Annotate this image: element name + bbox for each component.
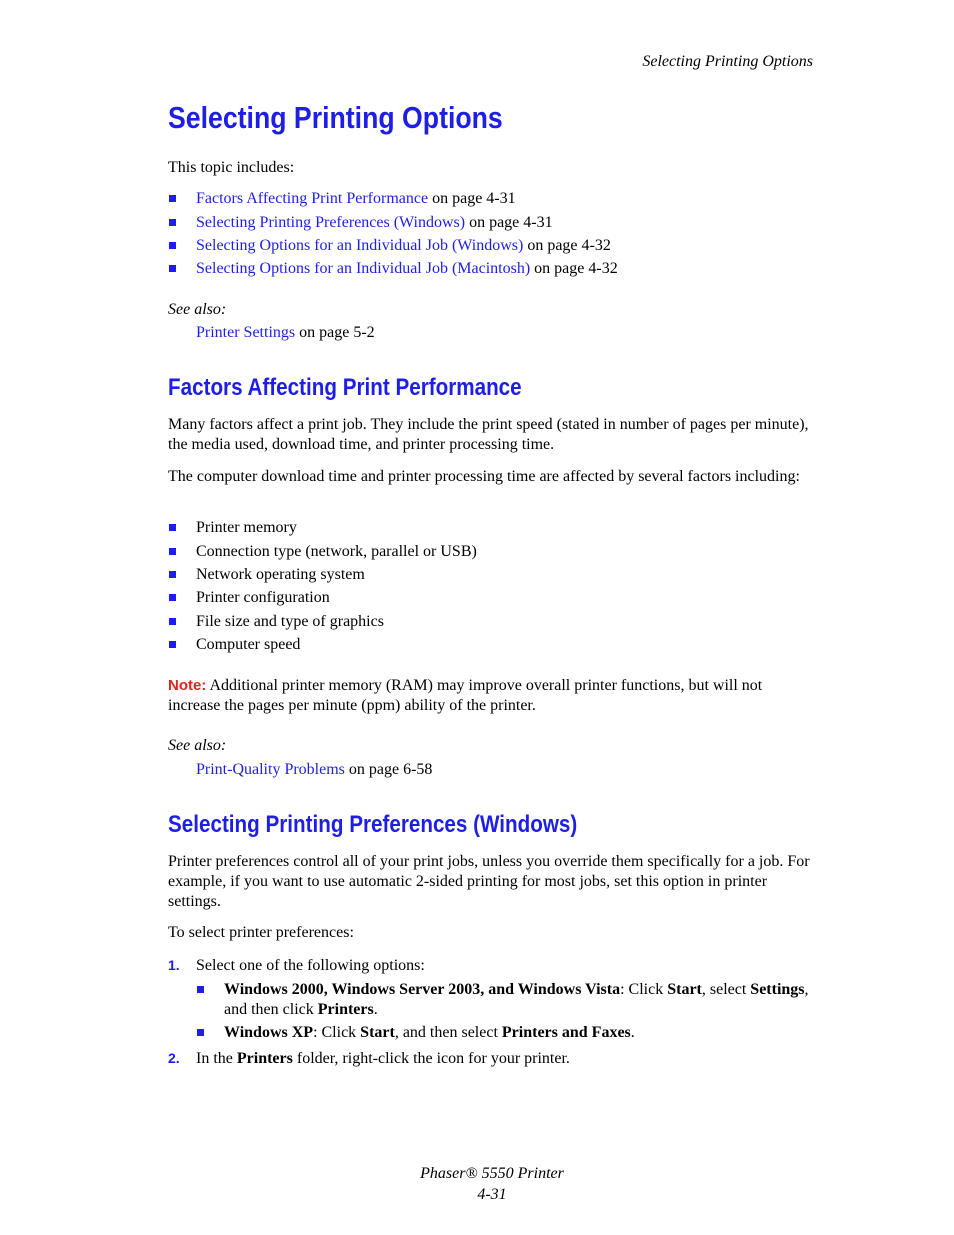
note-label: Note: bbox=[168, 677, 207, 694]
toc-item: Factors Affecting Print Performance on page 4-31 bbox=[168, 189, 818, 209]
sub-option: Windows 2000, Windows Server 2003, and Windows Vista: Click Start, select Settings, and then click Printers. bbox=[196, 980, 816, 1000]
factor-item: Printer memory bbox=[168, 518, 818, 538]
see-also-ref: Print-Quality Problems on page 6-58 bbox=[196, 761, 433, 778]
see-also-label: See also: bbox=[168, 301, 227, 318]
intro-text: This topic includes: bbox=[168, 159, 295, 176]
step-2: 2. In the Printers folder, right-click the icon for your printer. bbox=[168, 1050, 570, 1067]
paragraph: The computer download time and printer processing time are affected by several factors including: bbox=[168, 468, 800, 485]
footer-product: Phaser® 5550 Printer bbox=[420, 1165, 564, 1182]
factor-item: Printer configuration bbox=[168, 588, 818, 608]
bullet-icon bbox=[197, 1029, 204, 1036]
paragraph: Printer preferences control all of your print jobs, unless you override them specifically for a job. For example, if you want to use automatic 2-sided printing for most jobs, set this option in printer settings. bbox=[168, 853, 810, 910]
factor-item: Network operating system bbox=[168, 565, 818, 585]
step-1: 1. Select one of the following options: bbox=[168, 957, 425, 974]
toc-item: Selecting Options for an Individual Job (Macintosh) on page 4-32 bbox=[168, 259, 818, 279]
paragraph: Many factors affect a print job. They include the print speed (stated in number of pages per minute), the media used, download time, and printer processing time. bbox=[168, 416, 809, 453]
toc-link[interactable]: Selecting Options for an Individual Job (Windows) bbox=[196, 237, 524, 254]
section-heading: Selecting Printing Preferences (Windows) bbox=[168, 811, 578, 838]
note: Note: Additional printer memory (RAM) may improve overall printer functions, but will not increase the pages per minute (ppm) ability of the printer. bbox=[168, 677, 763, 714]
toc-link[interactable]: Selecting Options for an Individual Job (Macintosh) bbox=[196, 260, 531, 277]
factor-item: Computer speed bbox=[168, 635, 818, 655]
bullet-icon bbox=[169, 265, 176, 272]
see-also-label: See also: bbox=[168, 737, 227, 754]
bullet-icon bbox=[169, 219, 176, 226]
bullet-icon bbox=[169, 594, 176, 601]
see-also-ref: Printer Settings on page 5-2 bbox=[196, 324, 375, 341]
page-title: Selecting Printing Options bbox=[168, 100, 503, 135]
bullet-icon bbox=[169, 548, 176, 555]
running-head: Selecting Printing Options bbox=[642, 53, 813, 70]
toc-link[interactable]: Factors Affecting Print Performance bbox=[196, 190, 429, 207]
bullet-icon bbox=[169, 242, 176, 249]
sub-option: Windows XP: Click Start, and then select Printers and Faxes. bbox=[196, 1023, 816, 1043]
bullet-icon bbox=[169, 618, 176, 625]
step-number: 2. bbox=[168, 1050, 180, 1066]
bullet-icon bbox=[169, 641, 176, 648]
toc-link[interactable]: Selecting Printing Preferences (Windows) bbox=[196, 214, 466, 231]
footer-page-number: 4-31 bbox=[477, 1186, 507, 1203]
see-also-link[interactable]: Printer Settings bbox=[196, 324, 296, 341]
step-number: 1. bbox=[168, 957, 180, 973]
paragraph: To select printer preferences: bbox=[168, 924, 354, 941]
factor-item: File size and type of graphics bbox=[168, 612, 818, 632]
toc-item: Selecting Printing Preferences (Windows) on page 4-31 bbox=[168, 213, 818, 233]
see-also-link[interactable]: Print-Quality Problems bbox=[196, 761, 345, 778]
bullet-icon bbox=[169, 571, 176, 578]
section-heading: Factors Affecting Print Performance bbox=[168, 374, 522, 401]
bullet-icon bbox=[169, 195, 176, 202]
bullet-icon bbox=[197, 986, 204, 993]
factor-item: Connection type (network, parallel or USB) bbox=[168, 542, 818, 562]
toc-item: Selecting Options for an Individual Job (Windows) on page 4-32 bbox=[168, 236, 818, 256]
bullet-icon bbox=[169, 524, 176, 531]
